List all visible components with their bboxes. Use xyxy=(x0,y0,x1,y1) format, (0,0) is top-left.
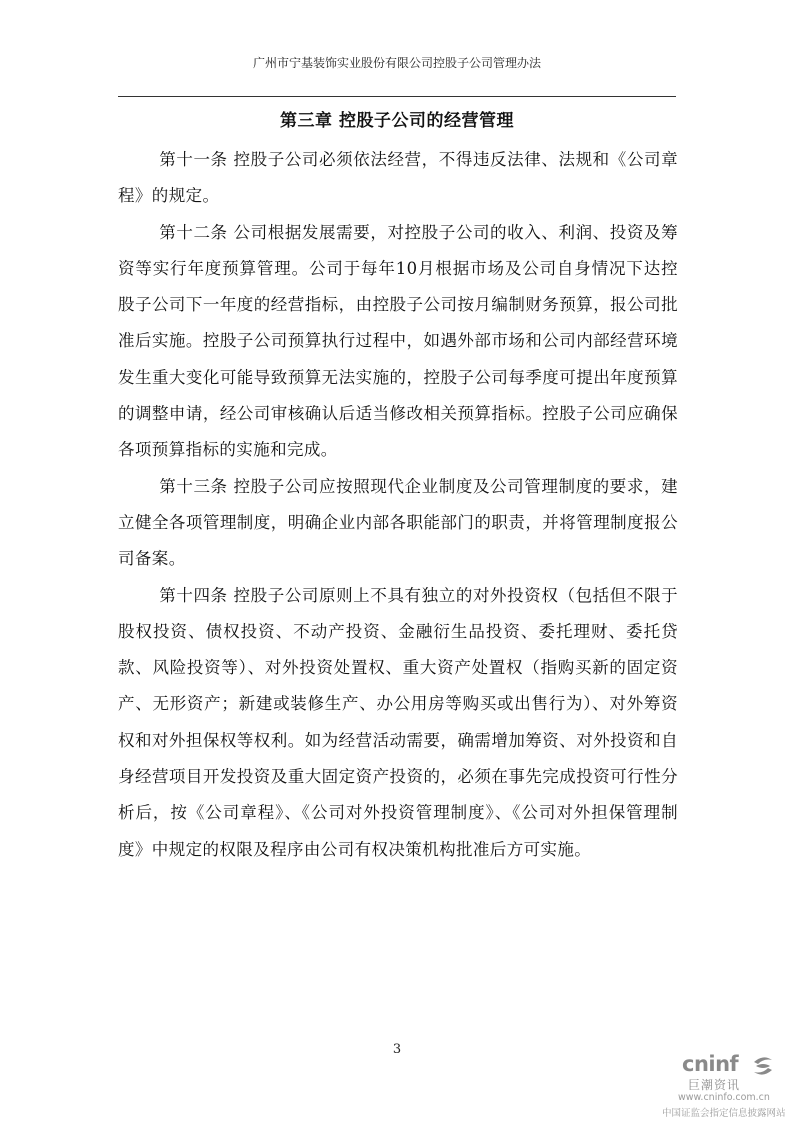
document-header: 广州市宁基装饰实业股份有限公司控股子公司管理办法 xyxy=(252,56,541,70)
page-number: 3 xyxy=(392,1042,402,1057)
article-13: 第十三条 控股子公司应按照现代企业制度及公司管理制度的要求，建立健全各项管理制度，明确企业内部各职能部门的职责，并将管理制度报公司备案。 xyxy=(118,476,678,569)
article-11: 第十一条 控股子公司必须依法经营，不得违反法律、法规和《公司章程》的规定。 xyxy=(118,150,678,206)
watermark-logo-text: cninf xyxy=(682,1052,739,1076)
document-body xyxy=(118,142,678,868)
watermark-slogan: 中国证监会指定信息披露网站 xyxy=(662,1108,786,1119)
watermark-name: 巨潮资讯 xyxy=(688,1078,741,1092)
watermark-url: www.cninfo.com.cn xyxy=(678,1092,770,1103)
article-12: 第十二条 公司根据发展需要，对控股子公司的收入、利润、投资及筹资等实行年度预算管理。公司于每年10月根据市场及公司自身情况下达控股子公司下一年度的经营指标，由控股子公司按月编制财务预算，报公司批准后实施。控股子公司预算执行过程中，如遇外部市场和公司内部经营环境发生重大变化可能导致预算无法实施的，控股子公司每季度可提出年度预算的调整申请，经公司审核确认后适当修改相关预算指标。控股子公司应确保各项预算指标的实施和完成。 xyxy=(118,222,678,460)
cninfo-watermark xyxy=(640,1052,790,1118)
chapter-title: 第三章 控股子公司的经营管理 xyxy=(280,111,514,131)
cninfo-swirl-icon xyxy=(750,1054,776,1078)
header-divider xyxy=(118,96,676,97)
article-14: 第十四条 控股子公司原则上不具有独立的对外投资权（包括但不限于股权投资、债权投资、不动产投资、金融衍生品投资、委托理财、委托贷款、风险投资等）、对外投资处置权、重大资产处置权（指购买新的固定资产、无形资产；新建或装修生产、办公用房等购买或出售行为）、对外筹资权和对外担保权等权利。如为经营活动需要，确需增加筹资、对外投资和自身经营项目开发投资及重大固定资产投资的，必须在事先完成投资可行性分析后，按《公司章程》、《公司对外投资管理制度》、《公司对外担保管理制度》中规定的权限及程序由公司有权决策机构批准后方可实施。 xyxy=(118,585,678,859)
